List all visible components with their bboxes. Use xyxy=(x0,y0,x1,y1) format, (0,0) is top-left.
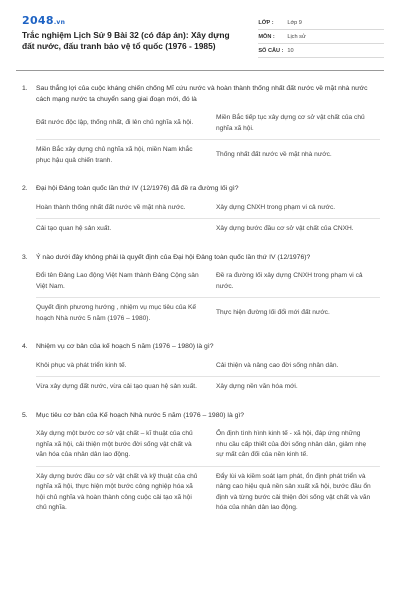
options-row xyxy=(36,377,380,398)
answer-option[interactable]: Miền Bắc xây dựng chủ nghĩa xã hội, miền Nam khắc phục hậu quả chiến tranh. xyxy=(36,146,193,164)
options-row xyxy=(36,424,380,467)
options-row xyxy=(36,467,380,519)
answer-options xyxy=(36,266,380,329)
answer-options xyxy=(36,424,380,519)
answer-option[interactable]: Xây dựng một bước cơ sở vật chất – kĩ thuật của chủ nghĩa xã hội, cải thiện một bước đời sống vật chất và văn hóa của nhân dân lao động. xyxy=(36,430,193,458)
options-row xyxy=(36,140,380,171)
question-list xyxy=(0,84,400,519)
question-item xyxy=(22,411,384,519)
answer-option[interactable]: Đẩy lùi và kiềm soát lạm phát, ổn định phát triển và nâng cao hiệu quả nền sản xuất xã hội, bước đầu ổn định và từng bước cải thiện đời sống vật chất và văn hóa của nhân dân lao động. xyxy=(216,472,371,511)
meta-info xyxy=(258,16,384,58)
meta-value: Lớp 9 xyxy=(287,19,302,26)
header-divider xyxy=(16,70,384,71)
header-left xyxy=(22,14,244,58)
logo-tld: .vn xyxy=(53,19,66,26)
answer-option[interactable]: Đất nước độc lập, thống nhất, đi lên chủ nghĩa xã hội. xyxy=(36,119,194,127)
meta-value: Lịch sử xyxy=(287,33,306,40)
options-row xyxy=(36,198,380,220)
question-item xyxy=(22,184,384,240)
answer-option[interactable]: Thống nhất đất nước về mặt nhà nước. xyxy=(216,151,332,159)
question-number: 4. xyxy=(22,343,28,350)
answer-option[interactable]: Xây dựng bước đầu cơ sở vật chất và kỹ thuật của chủ nghĩa xã hội, thực hiện một bước công nghiệp hóa xã hội chủ nghĩa và hoàn thành công cuộc cải tạo xã hội chủ nghĩa. xyxy=(36,472,198,511)
answer-option[interactable]: Quyết định phương hướng , nhiệm vụ mục tiêu của Kế hoạch Nhà nước 5 năm (1976 – 1980). xyxy=(36,304,197,322)
meta-label: SỐ CÂU : xyxy=(258,47,284,54)
question-number: 3. xyxy=(22,253,28,261)
question-text: Ý nào dưới đây không phải là quyết định của Đại hội Đảng toàn quốc lần thứ IV (12/1976)? xyxy=(36,253,311,261)
options-row xyxy=(36,219,380,240)
meta-label: LỚP : xyxy=(258,19,274,26)
question-number: 1. xyxy=(22,85,28,92)
question-head xyxy=(22,411,384,422)
question-text: Sau thắng lợi của cuộc kháng chiến chống Mĩ cứu nước và hoàn thành thống nhất đất nước về mặt nhà nước cách mạng nước ta chuyển sang giai đoạn mới, đó là xyxy=(36,85,368,103)
page-title: Trắc nghiệm Lịch Sử 9 Bài 32 (có đáp án): Xây dựng đất nước, đấu tranh bảo vệ tổ quốc (1976 - 1985) xyxy=(22,30,230,51)
meta-row-subject xyxy=(258,30,384,44)
answer-option[interactable]: Hoàn thành thống nhất đất nước về mặt nhà nước. xyxy=(36,203,186,211)
answer-option[interactable]: Thực hiện đường lối đổi mới đất nước. xyxy=(216,309,330,317)
answer-option[interactable]: Miền Bắc tiếp tục xây dựng cơ sở vật chất của chủ nghĩa xã hội. xyxy=(216,114,365,132)
answer-options xyxy=(36,108,380,171)
site-logo[interactable] xyxy=(22,14,244,27)
options-row xyxy=(36,356,380,378)
answer-option[interactable]: Xây dựng CNXH trong phạm vi cả nước. xyxy=(216,203,336,211)
answer-option[interactable]: Cải thiện và nâng cao đời sống nhân dân. xyxy=(216,361,339,369)
answer-option[interactable]: Xây dựng bước đầu cơ sở vật chất của CNXH. xyxy=(216,225,354,232)
meta-row-count xyxy=(258,44,384,58)
question-text: Nhiệm vụ cơ bản của kế hoạch 5 năm (1976 – 1980) là gì? xyxy=(36,343,214,350)
meta-label: MÔN : xyxy=(258,33,275,40)
answer-option[interactable]: Vừa xây dựng đất nước, vừa cải tạo quan hệ sản xuất. xyxy=(36,383,197,390)
answer-options xyxy=(36,356,380,398)
question-head xyxy=(22,84,384,105)
meta-value: 10 xyxy=(287,47,294,54)
options-row xyxy=(36,298,380,329)
question-head xyxy=(22,184,384,195)
answer-option[interactable]: Đề ra đường lối xây dựng CNXH trong phạm vi cả nước. xyxy=(216,272,363,290)
question-head xyxy=(22,253,384,264)
answer-option[interactable]: Ổn định tình hình kinh tế - xã hội, đáp ứng những nhu cầu cấp thiết của đời sống nhân dân, giảm nhẹ sự mất cân đối của nền kinh tế. xyxy=(216,430,367,458)
question-number: 5. xyxy=(22,411,28,419)
question-text: Đại hội Đảng toàn quốc lần thứ IV (12/1976) đã đề ra đường lối gì? xyxy=(36,185,239,192)
question-number: 2. xyxy=(22,185,28,192)
answer-option[interactable]: Khôi phục và phát triển kinh tế. xyxy=(36,361,127,369)
logo-main: 2048 xyxy=(22,14,54,27)
answer-option[interactable]: Xây dựng nền văn hóa mới. xyxy=(216,383,298,390)
question-item xyxy=(22,253,384,330)
question-head xyxy=(22,342,384,353)
answer-option[interactable]: Cải tạo quan hệ sản xuất. xyxy=(36,225,112,232)
question-item xyxy=(22,84,384,171)
answer-options xyxy=(36,198,380,240)
options-row xyxy=(36,266,380,298)
answer-option[interactable]: Đổi tên Đảng Lao động Việt Nam thành Đảng Cộng sản Việt Nam. xyxy=(36,272,199,290)
question-text: Mục tiêu cơ bản của Kế hoạch Nhà nước 5 năm (1976 – 1980) là gì? xyxy=(36,411,245,419)
options-row xyxy=(36,108,380,140)
question-item xyxy=(22,342,384,398)
meta-row-class xyxy=(258,16,384,30)
page-header xyxy=(0,0,400,58)
